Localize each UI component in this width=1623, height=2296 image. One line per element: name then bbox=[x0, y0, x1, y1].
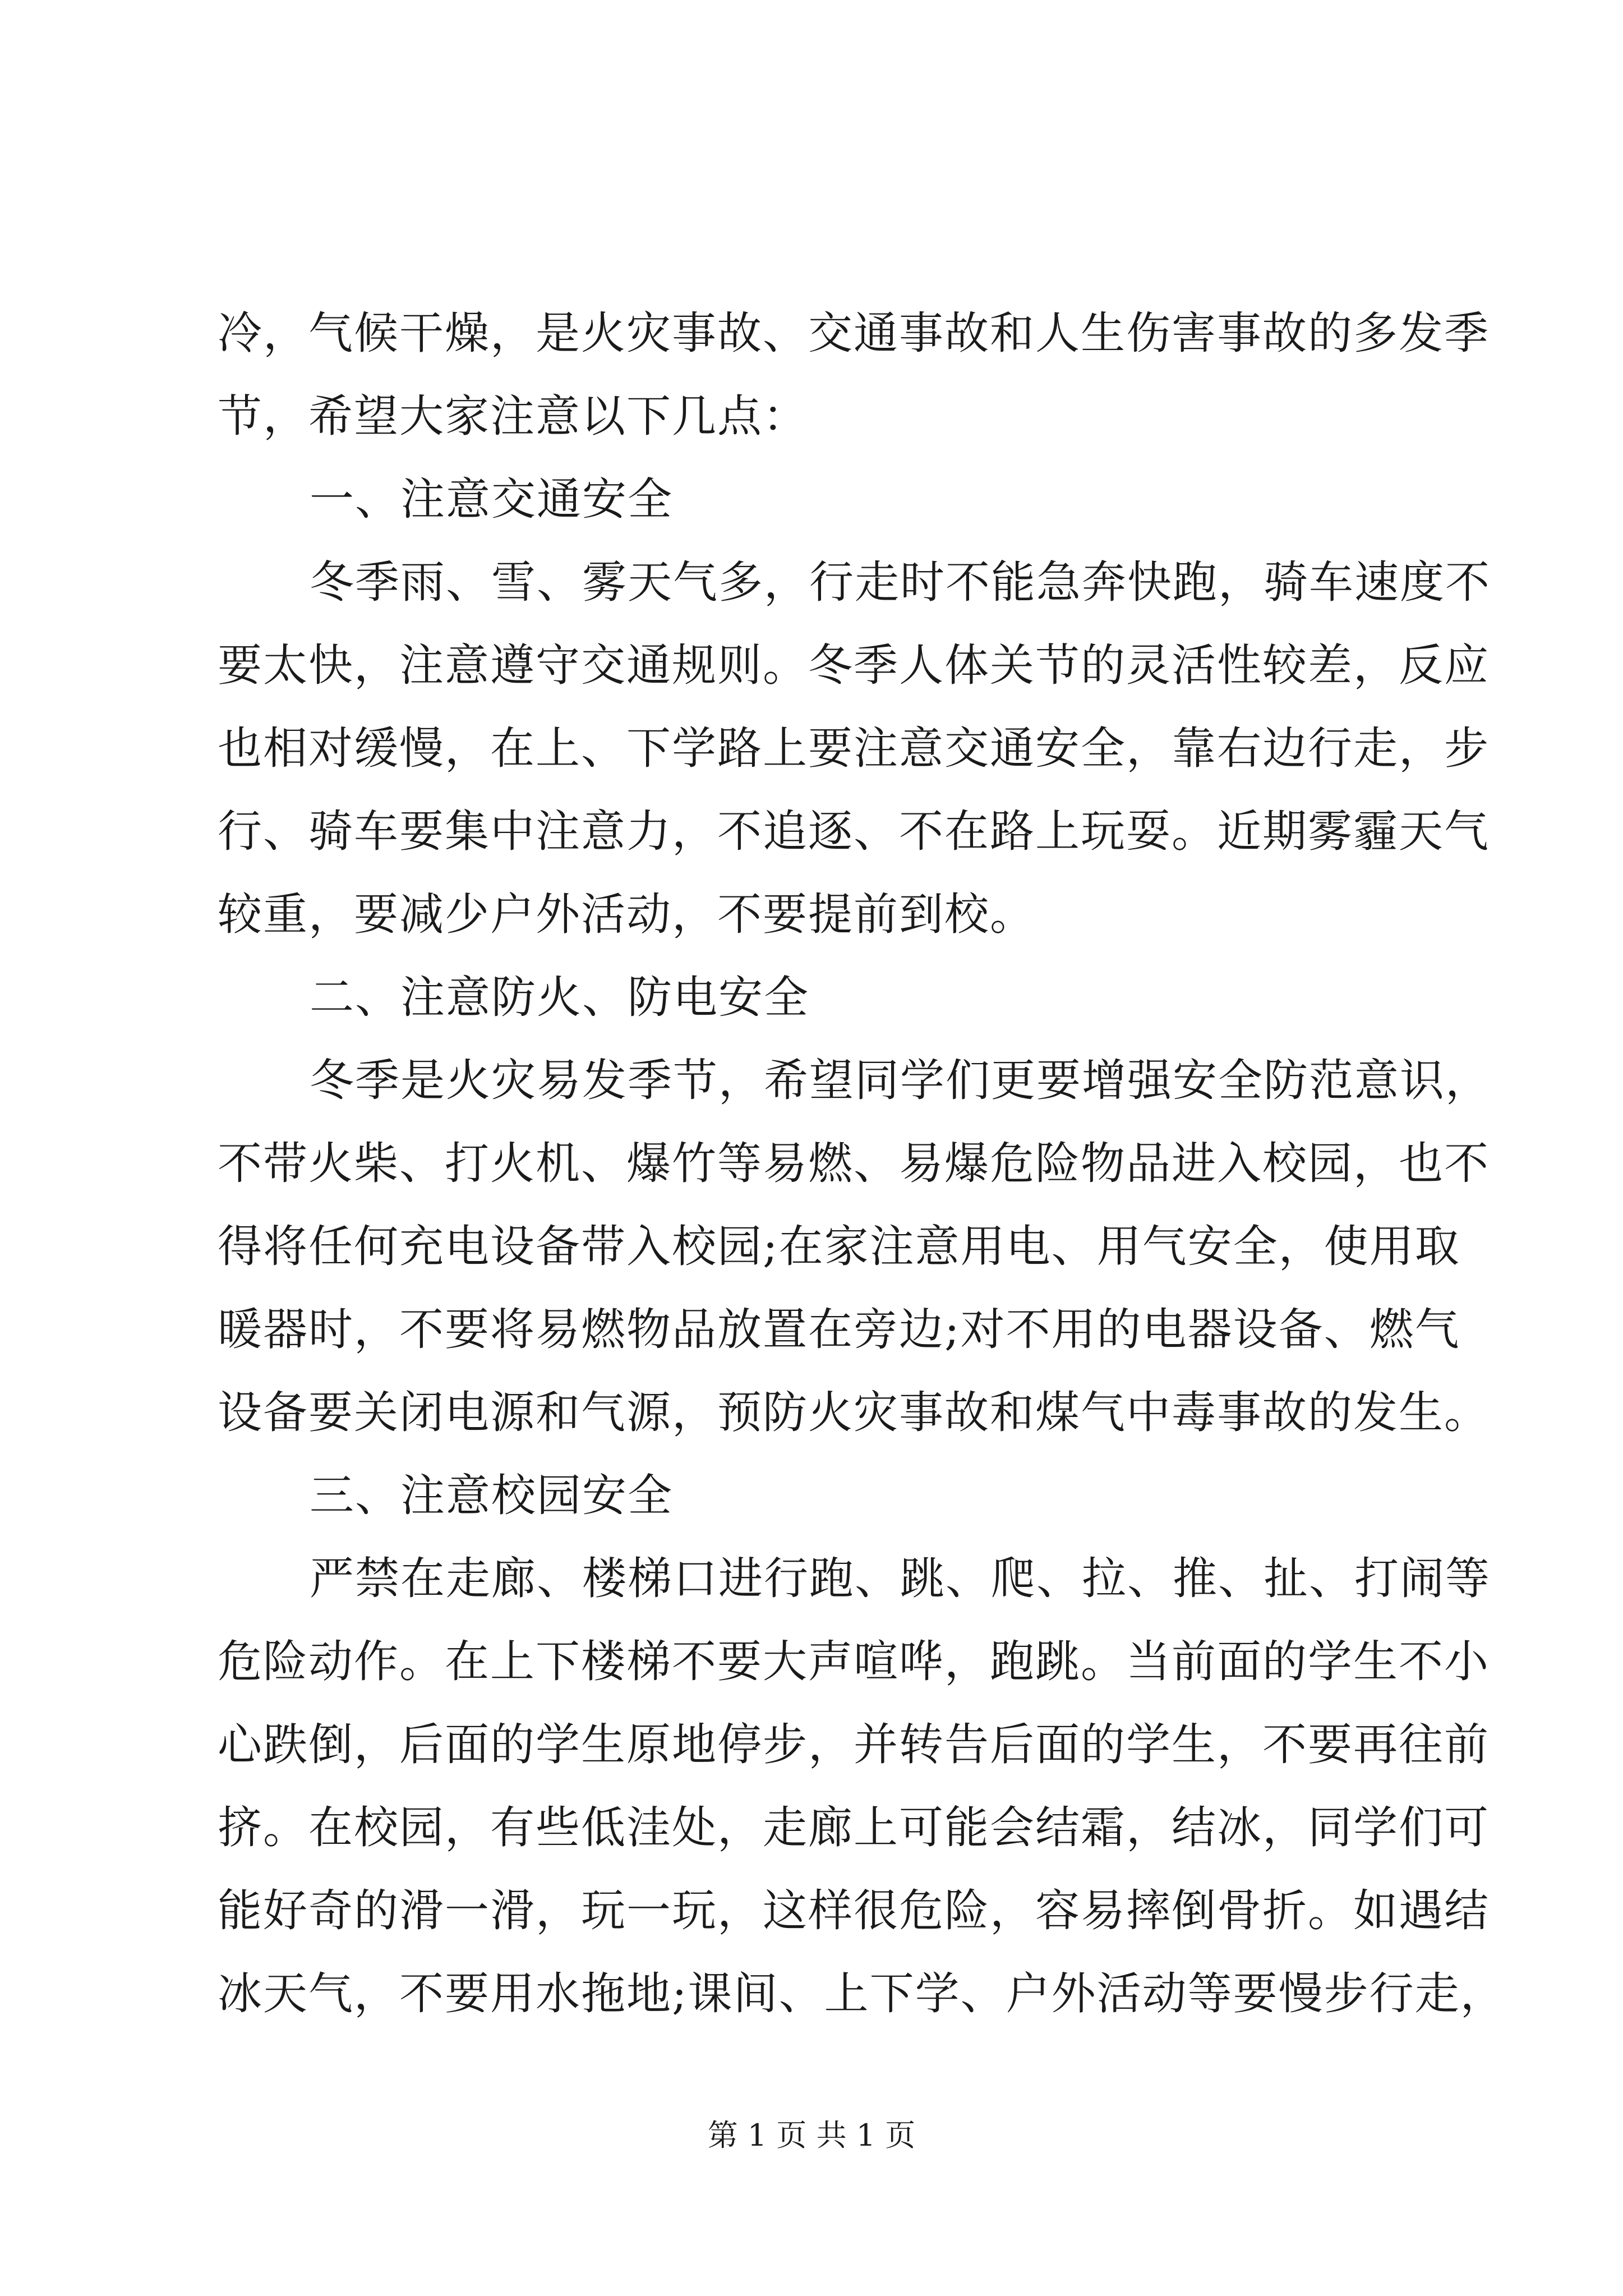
text-line: 一、注意交通安全 bbox=[310, 473, 673, 525]
text-line: 挤。在校园，有些低洼处，走廊上可能会结霜，结冰，同学们可 bbox=[218, 1802, 1490, 1853]
text-line: 得将任何充电设备带入校园;在家注意用电、用气安全，使用取 bbox=[218, 1221, 1460, 1272]
text-line: 较重，要减少户外活动，不要提前到校。 bbox=[218, 889, 1035, 940]
text-line: 心跌倒，后面的学生原地停步，并转告后面的学生，不要再往前 bbox=[218, 1719, 1490, 1770]
text-line: 严禁在走廊、楼梯口进行跑、跳、爬、拉、推、扯、打闹等 bbox=[310, 1553, 1491, 1604]
text-line: 危险动作。在上下楼梯不要大声喧哗，跑跳。当前面的学生不小 bbox=[218, 1636, 1490, 1687]
text-line: 行、骑车要集中注意力，不追逐、不在路上玩耍。近期雾霾天气 bbox=[218, 806, 1490, 857]
document-body bbox=[218, 292, 1506, 2035]
text-line: 不带火柴、打火机、爆竹等易燃、易爆危险物品进入校园，也不 bbox=[218, 1138, 1490, 1189]
page-footer: 第 1 页 共 1 页 bbox=[707, 2118, 916, 2153]
text-line: 二、注意防火、防电安全 bbox=[310, 972, 809, 1023]
text-line: 冬季是火灾易发季节，希望同学们更要增强安全防范意识， bbox=[310, 1055, 1491, 1106]
text-line: 设备要关闭电源和气源，预防火灾事故和煤气中毒事故的发生。 bbox=[218, 1387, 1490, 1438]
text-line: 也相对缓慢，在上、下学路上要注意交通安全，靠右边行走，步 bbox=[218, 723, 1490, 774]
text-line: 能好奇的滑一滑，玩一玩，这样很危险，容易摔倒骨折。如遇结 bbox=[218, 1885, 1490, 1936]
text-line: 三、注意校园安全 bbox=[310, 1470, 673, 1521]
text-line: 冰天气，不要用水拖地;课间、上下学、户外活动等要慢步行走， bbox=[218, 1968, 1506, 2019]
text-line: 要太快，注意遵守交通规则。冬季人体关节的灵活性较差，反应 bbox=[218, 639, 1490, 691]
text-line: 节，希望大家注意以下几点： bbox=[218, 390, 808, 442]
text-line: 冷，气候干燥，是火灾事故、交通事故和人生伤害事故的多发季 bbox=[218, 307, 1490, 359]
text-line: 暖器时，不要将易燃物品放置在旁边;对不用的电器设备、燃气 bbox=[218, 1304, 1460, 1355]
text-line: 冬季雨、雪、雾天气多，行走时不能急奔快跑，骑车速度不 bbox=[310, 556, 1491, 608]
